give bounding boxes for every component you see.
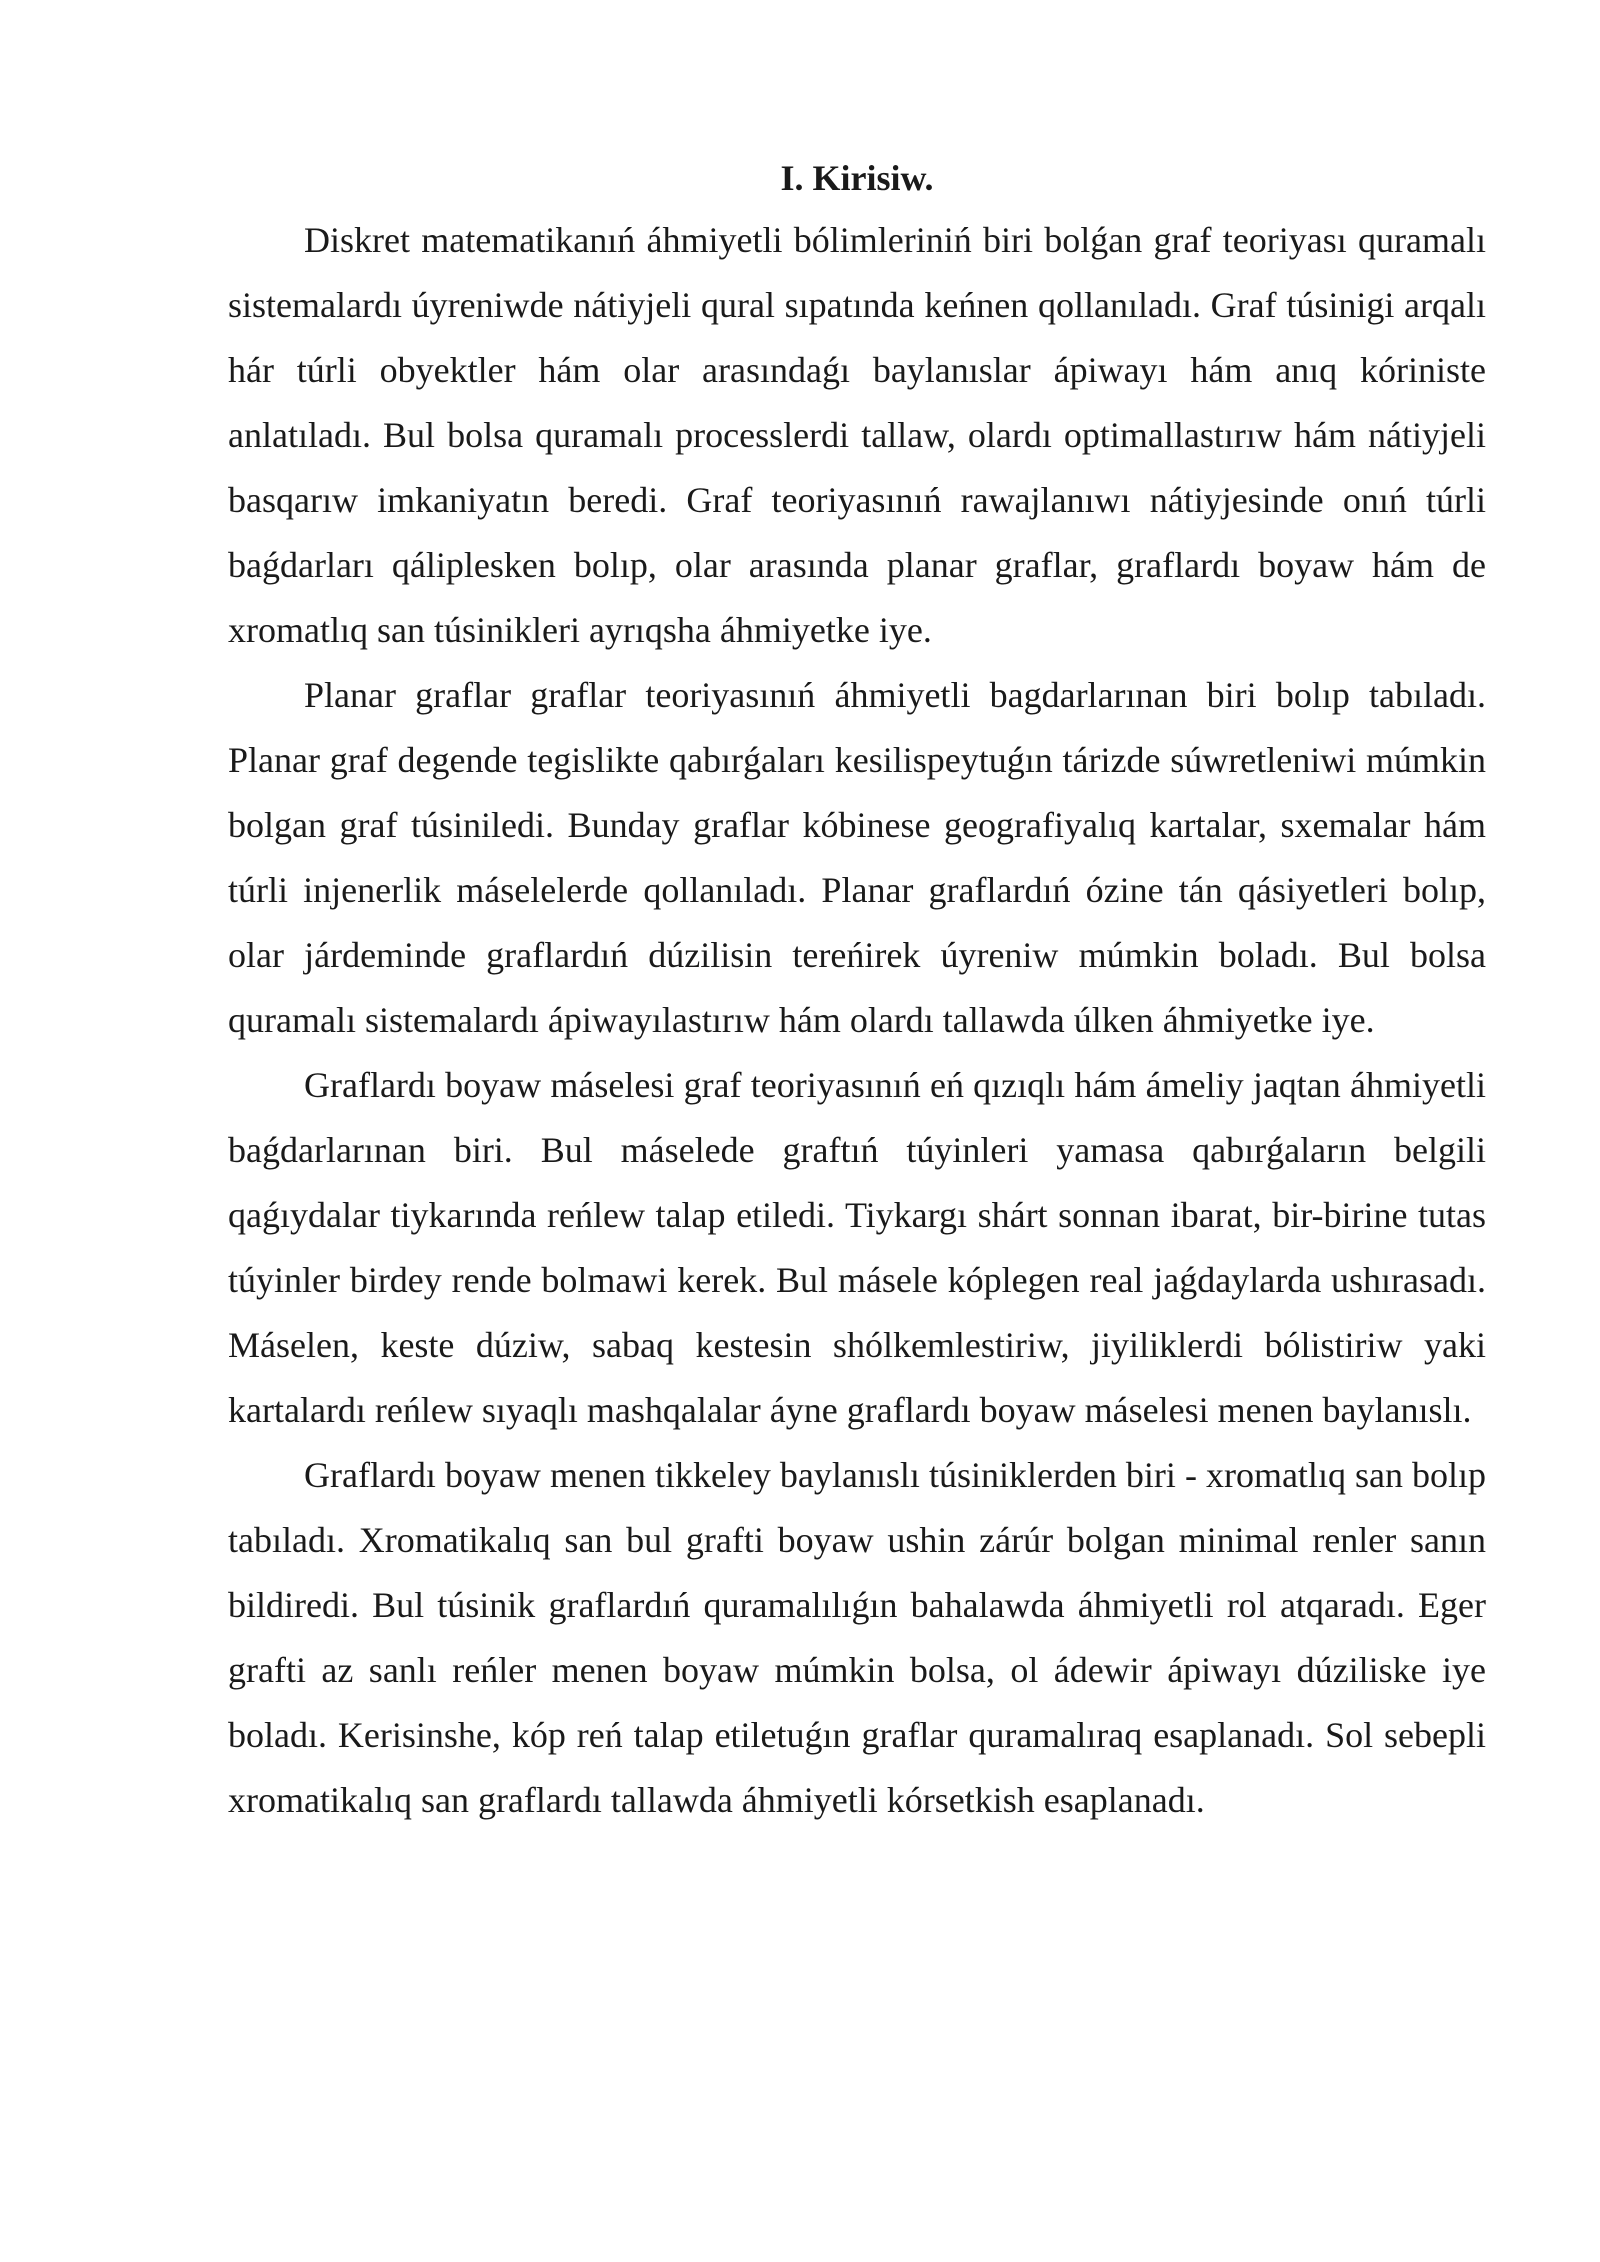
paragraph-intro: Diskret matematikanıń áhmiyetli bólimleriniń biri bolǵan graf teoriyası quramalı sistemalardı úyreniwde nátiyjeli qural sıpatında keńnen qollanıladı. Graf túsinigi arqalı hár túrli obyektler hám olar arasındaǵı baylanıslar ápiwayı hám anıq kóriniste anlatıladı. Bul bolsa quramalı processlerdi tallaw, olardı optimallastırıw hám nátiyjeli basqarıw imkaniyatın beredi. Graf teoriyasınıń rawajlanıwı nátiyjesinde onıń túrli baǵdarları qáliplesken bolıp, olar arasında planar graflar, graflardı boyaw hám de xromatlıq san túsinikleri ayrıqsha áhmiyetke iye. xyxy=(228,220,1486,650)
document-body xyxy=(228,148,1486,1833)
paragraph-planar-graphs: Planar graflar graflar teoriyasınıń áhmiyetli bagdarlarınan biri bolıp tabıladı. Planar graf degende tegislikte qabırǵaları kesilispeytuǵın tárizde súwretleniwi múmkin bolgan graf túsiniledi. Bunday graflar kóbinese geografiyalıq kartalar, sxemalar hám túrli injenerlik máselelerde qollanıladı. Planar graflardıń ózine tán qásiyetleri bolıp, olar járdeminde graflardıń dúzilisin tereńirek úyreniw múmkin boladı. Bul bolsa quramalı sistemalardı ápiwayılastırıw hám olardı tallawda úlken áhmiyetke iye. xyxy=(228,675,1486,1040)
section-title: I. Kirisiw. xyxy=(780,158,934,198)
paragraph-graph-coloring: Graflardı boyaw máselesi graf teoriyasınıń eń qızıqlı hám ámeliy jaqtan áhmiyetli baǵdarlarınan biri. Bul máselede graftıń túyinleri yamasa qabırǵaların belgili qaǵıydalar tiykarında reńlew talap etiledi. Tiykargı shárt sonnan ibarat, bir-birine tutas túyinler birdey rende bolmawi kerek. Bul másele kóplegen real jaǵdaylarda ushırasadı. Máselen, keste dúziw, sabaq kestesin shólkemlestiriw, jiyiliklerdi bólistiriw yaki kartalardı reńlew sıyaqlı mashqalalar áyne graflardı boyaw máselesi menen baylanıslı. xyxy=(228,1065,1486,1430)
paragraph-chromatic-number: Graflardı boyaw menen tikkeley baylanıslı túsiniklerden biri - xromatlıq san bolıp tabıladı. Xromatikalıq san bul grafti boyaw ushin zárúr bolgan minimal renler sanın bildiredi. Bul túsinik graflardıń quramalılıǵın bahalawda áhmiyetli rol atqaradı. Eger grafti az sanlı reńler menen boyaw múmkin bolsa, ol ádewir ápiwayı dúziliske iye boladı. Kerisinshe, kóp reń talap etiletuǵın graflar quramalıraq esaplanadı. Sol sebepli xromatikalıq san graflardı tallawda áhmiyetli kórsetkish esaplanadı. xyxy=(228,1455,1486,1820)
